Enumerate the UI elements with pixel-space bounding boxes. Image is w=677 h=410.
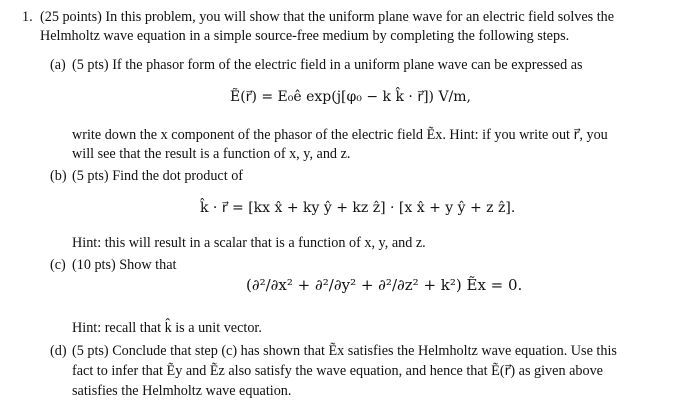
part-d-line-1: (5 pts) Conclude that step (c) has shown that Ẽx satisfies the Helmholtz wave equation. Use this (72, 343, 617, 359)
part-a-equation: Ẽ(r⃗) = E₀ê exp(j[φ₀ − k k̂ · r⃗]) V/m, (230, 89, 472, 105)
part-a-text: (5 pts) If the phasor form of the electric field in a uniform plane wave can be expressed as (72, 57, 583, 73)
part-d-line-3: satisfies the Helmholtz wave equation. (72, 383, 292, 399)
problem-number: 1. (22, 9, 33, 25)
part-c-label: (c) (50, 257, 66, 273)
part-b-label: (b) (50, 168, 67, 184)
part-d-label: (d) (50, 343, 67, 359)
part-a-label: (a) (50, 57, 66, 73)
part-a-after-line-1: write down the x component of the phasor of the electric field Ẽx. Hint: if you write out r⃗, you (72, 127, 608, 143)
problem-intro-line-1: (25 points) In this problem, you will show that the uniform plane wave for an electric field solves the (40, 9, 615, 25)
part-b-equation: k̂ · r⃗ = [kx x̂ + ky ŷ + kz ẑ] · [x x̂ + y ŷ + z ẑ]. (200, 200, 516, 216)
part-b-text: (5 pts) Find the dot product of (72, 168, 244, 184)
part-c-equation: (∂²/∂x² + ∂²/∂y² + ∂²/∂z² + k²) Ẽx = 0. (246, 276, 523, 294)
part-c-text: (10 pts) Show that (72, 257, 177, 273)
part-b-hint: Hint: this will result in a scalar that is a function of x, y, and z. (72, 235, 426, 251)
problem-intro-line-2: Helmholtz wave equation in a simple source-free medium by completing the following steps. (40, 28, 570, 44)
part-d-line-2: fact to infer that Ẽy and Ẽz also satisfy the wave equation, and hence that Ẽ(r⃗) as given above (72, 363, 603, 379)
part-c-hint: Hint: recall that k̂ is a unit vector. (72, 320, 262, 336)
part-a-after-line-2: will see that the result is a function of x, y, and z. (72, 146, 351, 162)
